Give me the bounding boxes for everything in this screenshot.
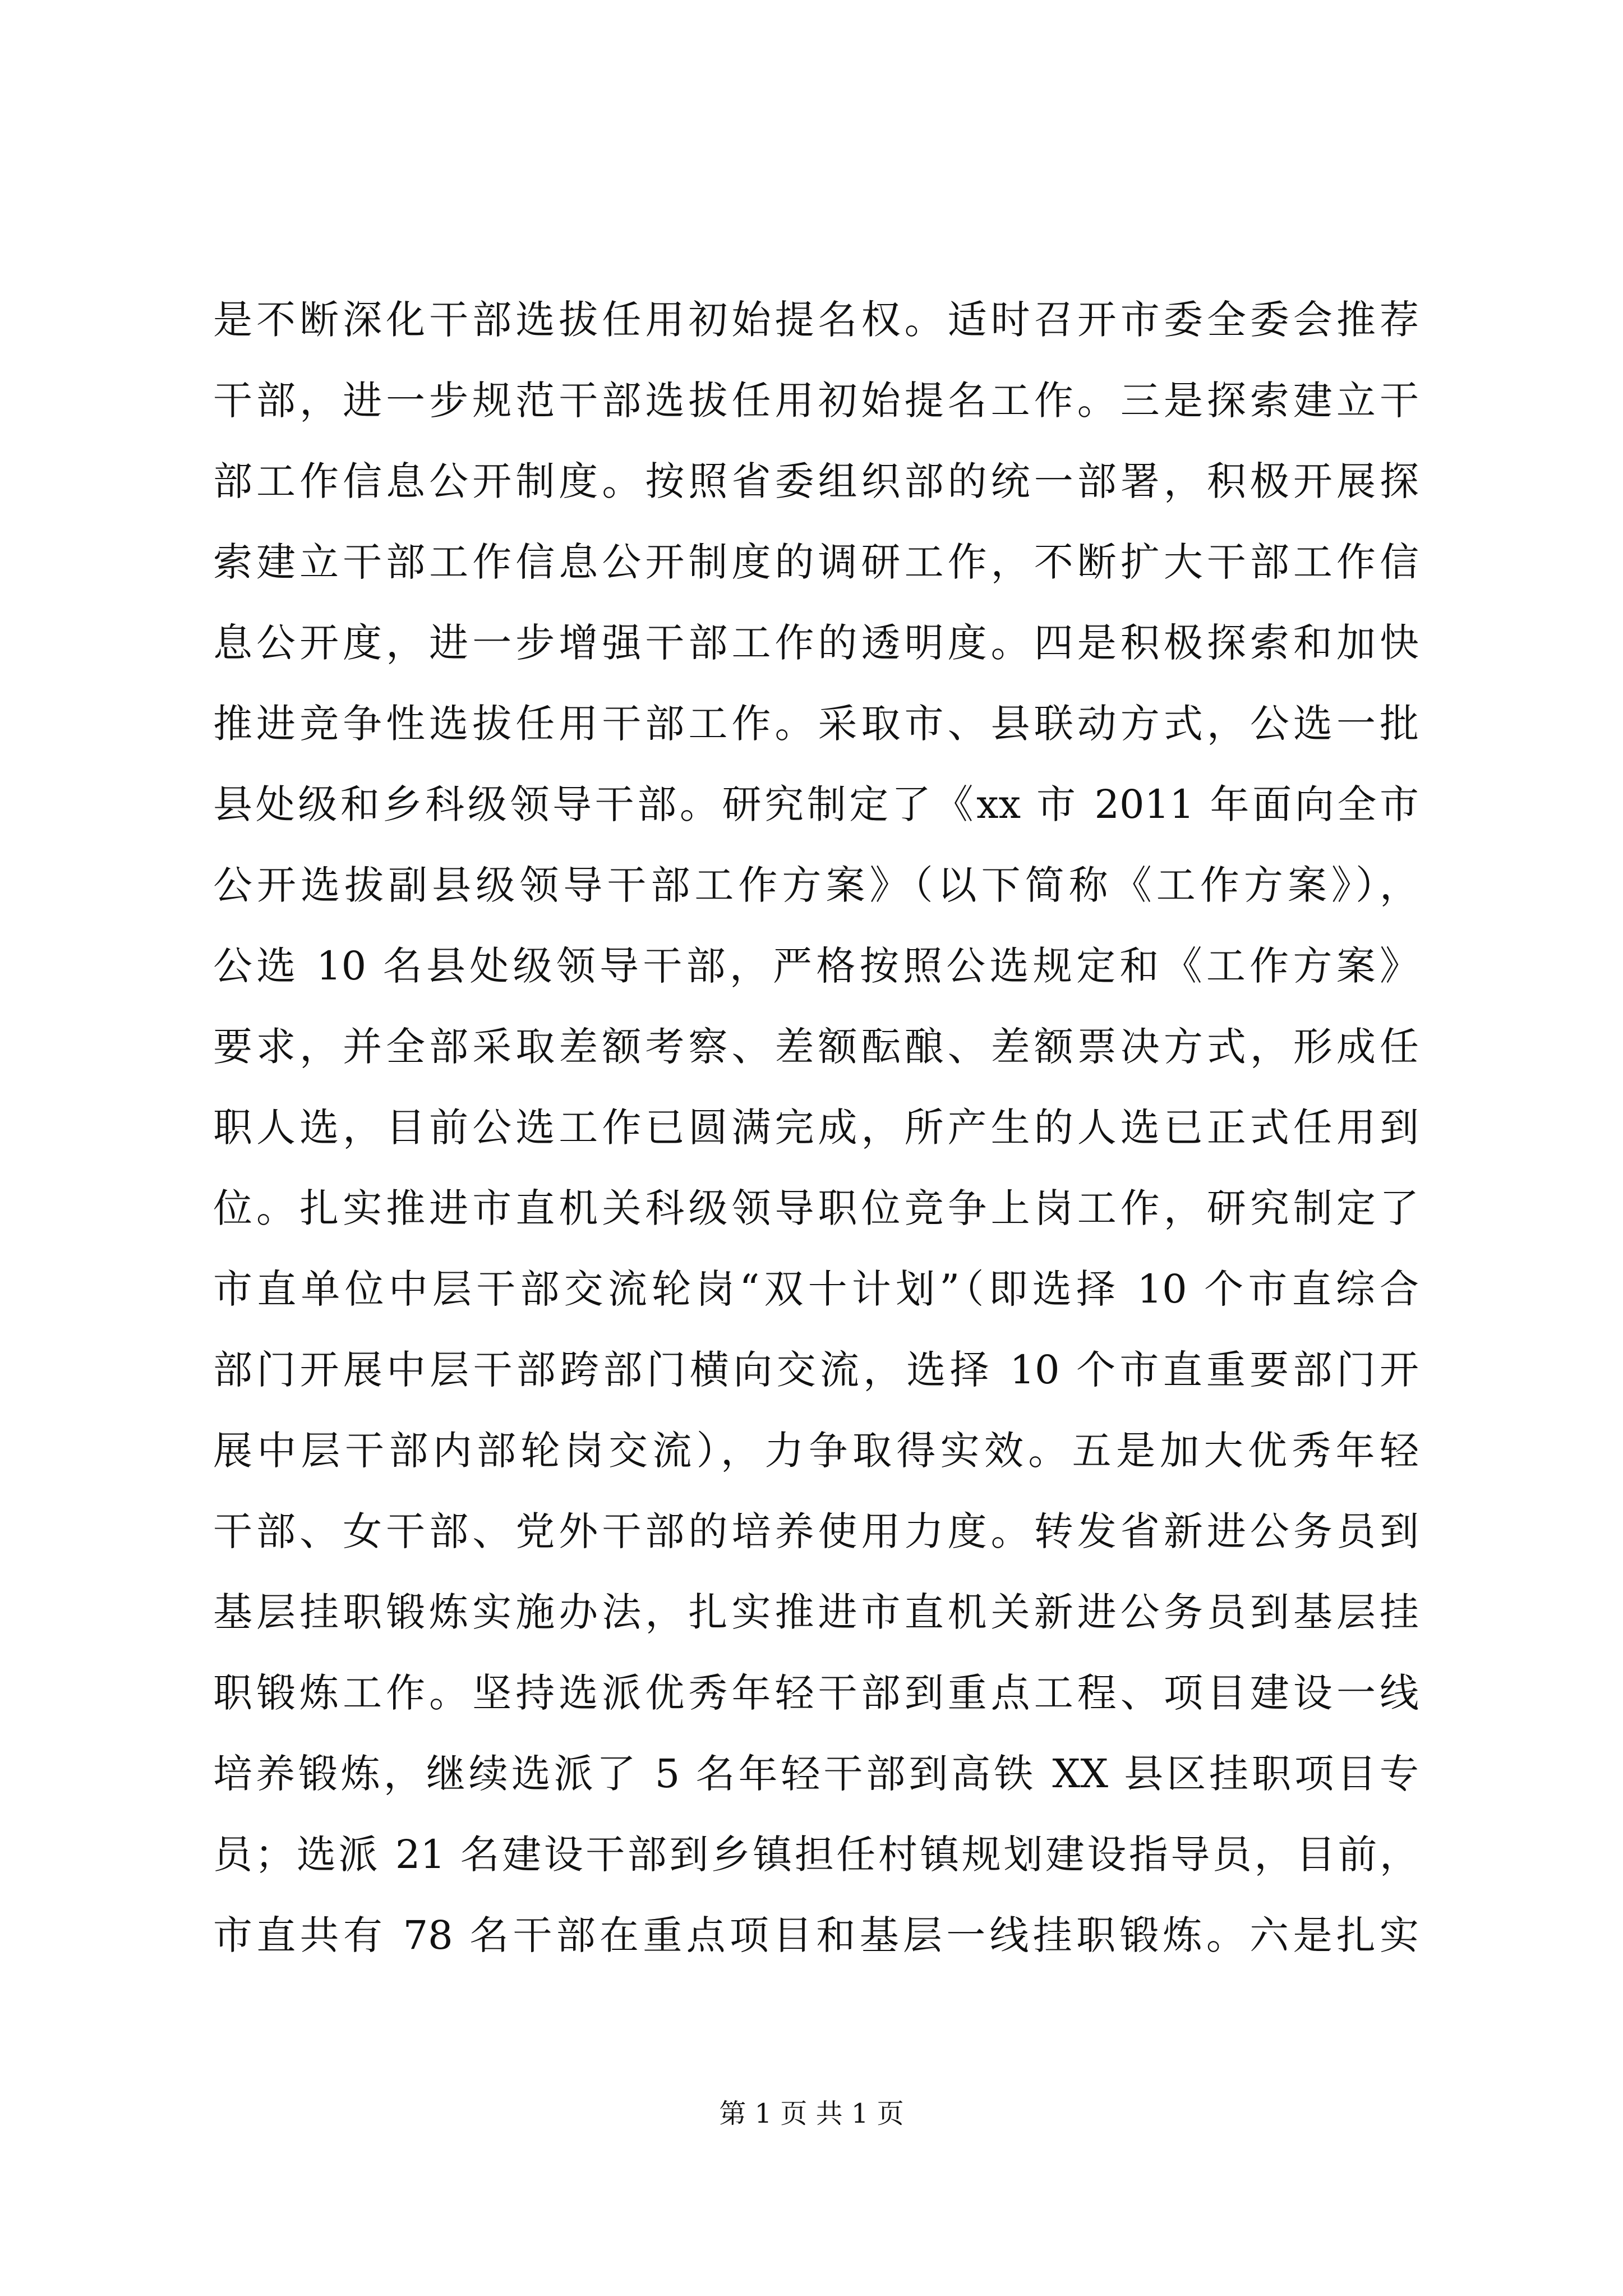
text-line: 职人选，目前公选工作已圆满完成，所产生的人选已正式任用到 [213, 1105, 1419, 1151]
text-line: 要求，并全部采取差额考察、差额酝酿、差额票决方式，形成任 [213, 1024, 1419, 1070]
text-line: 市直单位中层干部交流轮岗“双十计划”（即选择 10 个市直综合 [213, 1266, 1419, 1312]
text-line: 公选 10 名县处级领导干部，严格按照公选规定和《工作方案》 [213, 943, 1419, 989]
text-line: 公开选拔副县级领导干部工作方案》（以下简称《工作方案》）， [213, 862, 1419, 908]
text-line: 培养锻炼，继续选派了 5 名年轻干部到高铁 XX 县区挂职项目专 [213, 1751, 1419, 1797]
text-line: 位。扎实推进市直机关科级领导职位竞争上岗工作，研究制定了 [213, 1185, 1419, 1231]
text-line: 息公开度，进一步增强干部工作的透明度。四是积极探索和加快 [213, 620, 1419, 666]
text-line: 员；选派 21 名建设干部到乡镇担任村镇规划建设指导员，目前， [213, 1832, 1419, 1878]
text-line: 职锻炼工作。坚持选派优秀年轻干部到重点工程、项目建设一线 [213, 1670, 1419, 1716]
text-line: 干部、女干部、党外干部的培养使用力度。转发省新进公务员到 [213, 1508, 1419, 1554]
text-line: 推进竞争性选拔任用干部工作。采取市、县联动方式，公选一批 [213, 701, 1419, 747]
document-body [213, 279, 1419, 1976]
text-line: 部门开展中层干部跨部门横向交流，选择 10 个市直重要部门开 [213, 1347, 1419, 1393]
page-footer: 第 1 页 共 1 页 [719, 2098, 904, 2129]
text-line: 市直共有 78 名干部在重点项目和基层一线挂职锻炼。六是扎实 [213, 1912, 1419, 1958]
text-line: 部工作信息公开制度。按照省委组织部的统一部署，积极开展探 [213, 458, 1419, 504]
text-line: 索建立干部工作信息公开制度的调研工作，不断扩大干部工作信 [213, 539, 1419, 585]
text-line: 县处级和乡科级领导干部。研究制定了《xx 市 2011 年面向全市 [213, 781, 1419, 827]
text-line: 干部，进一步规范干部选拔任用初始提名工作。三是探索建立干 [213, 378, 1419, 424]
text-line: 展中层干部内部轮岗交流），力争取得实效。五是加大优秀年轻 [213, 1428, 1419, 1474]
text-line: 是不断深化干部选拔任用初始提名权。适时召开市委全委会推荐 [213, 297, 1419, 343]
text-line: 基层挂职锻炼实施办法，扎实推进市直机关新进公务员到基层挂 [213, 1589, 1419, 1635]
